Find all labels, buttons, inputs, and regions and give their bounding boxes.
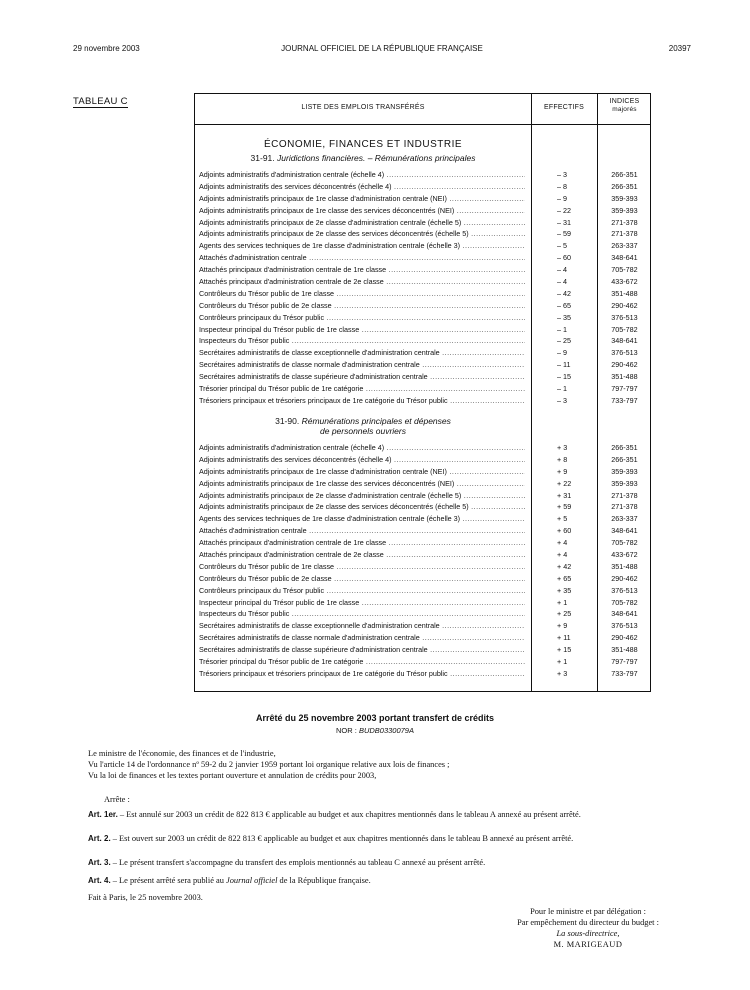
job-title-cell: Attachés principaux d'administration centrale de 1re classe ..... (199, 537, 525, 549)
effectif-cell: – 59 (557, 229, 571, 239)
job-title-cell: Secrétaires administratifs de classe exceptionnelle d'administration centrale ..... (199, 620, 525, 632)
effectif-cell: – 31 (557, 217, 571, 227)
job-title-cell: Adjoints administratifs des services déconcentrés (échelle 4) ..... (199, 454, 525, 466)
indice-cell: 290-462 (611, 573, 638, 583)
table-row (195, 193, 652, 205)
nor-reference (0, 726, 750, 735)
indice-cell: 271-378 (611, 502, 638, 512)
job-title-cell: Inspecteur principal du Trésor public de 1re classe ..... (199, 324, 525, 336)
table-row (195, 585, 652, 597)
table-row (195, 264, 652, 276)
table-row (195, 324, 652, 336)
job-title-cell: Adjoints administratifs principaux de 1re classe d'administration centrale (NEI) ..... (199, 193, 525, 205)
indice-cell: 263-337 (611, 241, 638, 251)
table-row (195, 359, 652, 371)
effectif-cell: – 4 (557, 265, 567, 275)
job-title-cell: Agents des services techniques de 1re classe d'administration centrale (échelle 3) ..... (199, 240, 525, 252)
effectif-cell: – 65 (557, 300, 571, 310)
article-1 (88, 810, 693, 820)
indice-cell: 351-488 (611, 645, 638, 655)
indice-cell: 797-797 (611, 384, 638, 394)
table-row (195, 537, 652, 549)
job-title-cell: Secrétaires administratifs de classe supérieure d'administration centrale ..... (199, 371, 525, 383)
effectif-cell: + 8 (557, 454, 568, 464)
table-row (195, 608, 652, 620)
job-title-cell: Contrôleurs du Trésor public de 2e classe ..... (199, 573, 525, 585)
article-number: Art. 3. (88, 858, 111, 867)
article-2 (88, 834, 693, 844)
header-divider (195, 124, 650, 125)
indice-cell: 290-462 (611, 300, 638, 310)
table-row (195, 573, 652, 585)
indice-cell: 348-641 (611, 253, 638, 263)
chapter-label: Rémunérations principales et dépenses (301, 416, 451, 426)
table-row (195, 205, 652, 217)
effectif-cell: + 5 (557, 514, 568, 524)
job-title-cell: Adjoints administratifs des services déconcentrés (échelle 4) ..... (199, 181, 525, 193)
job-title-cell: Contrôleurs du Trésor public de 2e classe ..... (199, 300, 525, 312)
indice-cell: 271-378 (611, 217, 638, 227)
table-row (195, 466, 652, 478)
table-row (195, 478, 652, 490)
effectif-cell: – 5 (557, 241, 567, 251)
indice-cell: 348-641 (611, 526, 638, 536)
chapter-rows (195, 169, 652, 407)
article-3 (88, 858, 693, 868)
effectif-cell: + 1 (557, 597, 568, 607)
job-title-cell: Attachés d'administration centrale ..... (199, 525, 525, 537)
indice-cell: 271-378 (611, 490, 638, 500)
header-date: 29 novembre 2003 (73, 44, 140, 53)
running-head (73, 44, 691, 56)
job-title-cell: Adjoints administratifs principaux de 2e classe des services déconcentrés (échelle 5) ..... (199, 228, 525, 240)
table-row (195, 288, 652, 300)
date-place: Fait à Paris, le 25 novembre 2003. (88, 893, 203, 902)
effectif-cell: – 35 (557, 312, 571, 322)
table-row (195, 276, 652, 288)
effectif-cell: + 65 (557, 573, 572, 583)
indice-cell: 797-797 (611, 657, 638, 667)
section-title: ÉCONOMIE, FINANCES ET INDUSTRIE (263, 139, 463, 150)
table-row (195, 513, 652, 525)
job-title-cell: Agents des services techniques de 1re classe d'administration centrale (échelle 3) ..... (199, 513, 525, 525)
effectif-cell: + 25 (557, 609, 572, 619)
job-title-cell: Contrôleurs principaux du Trésor public ..... (199, 585, 525, 597)
job-title-cell: Inspecteurs du Trésor public ..... (199, 608, 525, 620)
effectif-cell: + 35 (557, 585, 572, 595)
effectif-cell: – 1 (557, 324, 567, 334)
table-row (195, 656, 652, 668)
article-number: Art. 2. (88, 834, 111, 843)
effectif-cell: – 9 (557, 348, 567, 358)
job-title-cell: Contrôleurs principaux du Trésor public ..... (199, 312, 525, 324)
article-4 (88, 876, 693, 886)
job-title-cell: Contrôleurs du Trésor public de 1re classe ..... (199, 288, 525, 300)
transfer-table (194, 93, 651, 692)
article-text: de la République française. (277, 876, 371, 885)
effectif-cell: + 11 (557, 633, 571, 643)
journal-title: JOURNAL OFFICIEL DE LA RÉPUBLIQUE FRANÇAISE (281, 44, 483, 53)
indice-cell: 351-488 (611, 372, 638, 382)
job-title-cell: Adjoints administratifs principaux de 1re classe d'administration centrale (NEI) ..... (199, 466, 525, 478)
table-row (195, 312, 652, 324)
effectif-cell: + 3 (557, 668, 568, 678)
effectif-cell: + 9 (557, 621, 568, 631)
nor-label: NOR : (336, 726, 357, 735)
table-row (195, 300, 652, 312)
job-title-cell: Inspecteurs du Trésor public ..... (199, 335, 525, 347)
article-text: – Le présent arrêté sera publié au (110, 876, 227, 885)
table-row (195, 597, 652, 609)
journal-name: Journal officiel (226, 876, 278, 885)
indice-cell: 376-513 (611, 585, 638, 595)
signatory-role: La sous-directrice, (556, 929, 620, 938)
job-title-cell: Secrétaires administratifs de classe supérieure d'administration centrale ..... (199, 644, 525, 656)
job-title-cell: Attachés principaux d'administration centrale de 2e classe ..... (199, 549, 525, 561)
indice-cell: 266-351 (611, 181, 638, 191)
indice-cell: 266-351 (611, 443, 638, 452)
table-row (195, 169, 652, 181)
effectif-cell: – 4 (557, 277, 567, 287)
column-header-effectifs: EFFECTIFS (544, 104, 584, 111)
indice-cell: 359-393 (611, 478, 638, 488)
effectif-cell: – 25 (557, 336, 571, 346)
chapter-number: 31-91. (250, 153, 275, 163)
job-title-cell: Adjoints administratifs principaux de 2e classe des services déconcentrés (échelle 5) ..... (199, 501, 525, 513)
job-title-cell: Secrétaires administratifs de classe normale d'administration centrale ..... (199, 632, 525, 644)
indice-cell: 348-641 (611, 609, 638, 619)
effectif-cell: + 15 (557, 645, 572, 655)
indice-cell: 351-488 (611, 561, 638, 571)
job-title-cell: Adjoints administratifs principaux de 2e classe d'administration centrale (échelle 5) ..... (199, 217, 525, 229)
table-row (195, 442, 652, 454)
effectif-cell: + 22 (557, 478, 572, 488)
page-number: 20397 (668, 44, 691, 53)
signature-line: Pour le ministre et par délégation : (530, 907, 646, 916)
indice-cell: 433-672 (611, 277, 638, 287)
job-title-cell: Inspecteur principal du Trésor public de 1re classe ..... (199, 597, 525, 609)
table-row (195, 525, 652, 537)
column-header-indices (597, 98, 652, 114)
indice-cell: 733-797 (611, 668, 638, 678)
indice-cell: 705-782 (611, 597, 638, 607)
indice-cell: 433-672 (611, 550, 638, 560)
nor-code: BUDB0330079A (358, 726, 414, 735)
table-row (195, 228, 652, 240)
arrete-word: Arrête : (104, 795, 130, 804)
job-title-cell: Adjoints administratifs principaux de 2e classe d'administration centrale (échelle 5) ..... (199, 490, 525, 502)
indice-cell: 359-393 (611, 466, 638, 476)
table-row (195, 217, 652, 229)
indice-cell: 266-351 (611, 170, 638, 179)
job-title-cell: Adjoints administratifs principaux de 1re classe des services déconcentrés (NEI) ..... (199, 205, 525, 217)
table-row (195, 490, 652, 502)
effectif-cell: – 8 (557, 181, 567, 191)
indice-cell: 705-782 (611, 265, 638, 275)
job-title-cell: Attachés d'administration centrale ..... (199, 252, 525, 264)
chapter-rows (195, 442, 652, 680)
effectif-cell: + 3 (557, 443, 568, 452)
article-text: – Est ouvert sur 2003 un crédit de 822 813 € applicable au budget et aux chapitres mentionnés dans le tableau B annexé au présent arrêté. (110, 834, 574, 843)
visa-line: Le ministre de l'économie, des finances et de l'industrie, (88, 749, 276, 758)
table-row (195, 632, 652, 644)
table-row (195, 181, 652, 193)
effectif-cell: – 42 (557, 288, 571, 298)
chapter-number: 31-90. (275, 416, 300, 426)
indice-cell: 266-351 (611, 454, 638, 464)
effectif-cell: – 15 (557, 372, 571, 382)
chapter-label: Juridictions financières. – Rémunérations principales (277, 153, 476, 163)
visas (88, 748, 693, 781)
indices-sublabel: majorés (612, 106, 637, 113)
table-row (195, 501, 652, 513)
job-title-cell: Adjoints administratifs principaux de 1re classe des services déconcentrés (NEI) ..... (199, 478, 525, 490)
effectif-cell: – 9 (557, 193, 567, 203)
indices-label: INDICES (609, 98, 640, 105)
job-title-cell: Adjoints administratifs d'administration centrale (échelle 4) ..... (199, 442, 525, 454)
effectif-cell: – 3 (557, 170, 567, 179)
indice-cell: 705-782 (611, 324, 638, 334)
job-title-cell: Trésorier principal du Trésor public de 1re catégorie ..... (199, 656, 525, 668)
signature-line: Par empêchement du directeur du budget : (517, 918, 659, 927)
indice-cell: 348-641 (611, 336, 638, 346)
table-row (195, 383, 652, 395)
indice-cell: 263-337 (611, 514, 638, 524)
table-row (195, 561, 652, 573)
arrete-title: Arrêté du 25 novembre 2003 portant transfert de crédits (255, 713, 495, 723)
effectif-cell: + 59 (557, 502, 572, 512)
chapter-label: de personnels ouvriers (320, 426, 406, 436)
indice-cell: 351-488 (611, 288, 638, 298)
table-row (195, 395, 652, 407)
table-row (195, 347, 652, 359)
job-title-cell: Secrétaires administratifs de classe normale d'administration centrale ..... (199, 359, 525, 371)
table-row (195, 668, 652, 680)
effectif-cell: + 31 (557, 490, 572, 500)
article-number: Art. 4. (88, 876, 111, 885)
indice-cell: 733-797 (611, 395, 638, 405)
chapter-title (195, 416, 531, 436)
job-title-cell: Adjoints administratifs d'administration centrale (échelle 4) ..... (199, 169, 525, 181)
table-row (195, 335, 652, 347)
chapter-title (195, 153, 531, 163)
table-row (195, 644, 652, 656)
table-row (195, 620, 652, 632)
signature-block (488, 906, 688, 950)
indice-cell: 359-393 (611, 205, 638, 215)
signatory-name: M. MARIGEAUD (553, 940, 623, 949)
indice-cell: 359-393 (611, 193, 638, 203)
effectif-cell: – 3 (557, 395, 567, 405)
effectif-cell: + 60 (557, 526, 572, 536)
indice-cell: 376-513 (611, 348, 638, 358)
effectif-cell: + 1 (557, 657, 568, 667)
effectif-cell: + 4 (557, 538, 568, 548)
visa-line: Vu la loi de finances et les textes portant ouverture et annulation de crédits pour 2003, (88, 771, 377, 780)
effectif-cell: – 11 (557, 360, 571, 370)
job-title-cell: Attachés principaux d'administration centrale de 1re classe ..... (199, 264, 525, 276)
table-row (195, 252, 652, 264)
job-title-cell: Contrôleurs du Trésor public de 1re classe ..... (199, 561, 525, 573)
effectif-cell: – 60 (557, 253, 571, 263)
indice-cell: 705-782 (611, 538, 638, 548)
table-row (195, 549, 652, 561)
table-tag: TABLEAU C (73, 96, 128, 107)
table-row (195, 240, 652, 252)
job-title-cell: Secrétaires administratifs de classe exceptionnelle d'administration centrale ..... (199, 347, 525, 359)
article-text: – Le présent transfert s'accompagne du transfert des emplois mentionnés au tableau C annexé au présent arrêté. (110, 858, 486, 867)
effectif-cell: + 4 (557, 550, 568, 560)
table-row (195, 454, 652, 466)
article-number: Art. 1er. (88, 810, 118, 819)
column-header-emplois: LISTE DES EMPLOIS TRANSFÉRÉS (301, 104, 425, 111)
indice-cell: 376-513 (611, 312, 638, 322)
indice-cell: 376-513 (611, 621, 638, 631)
indice-cell: 290-462 (611, 360, 638, 370)
job-title-cell: Trésoriers principaux et trésoriers principaux de 1re catégorie du Trésor public ..... (199, 668, 525, 680)
effectif-cell: – 22 (557, 205, 571, 215)
article-text: – Est annulé sur 2003 un crédit de 822 813 € applicable au budget et aux chapitres mentionnés dans le tableau A annexé au présent arrêté. (117, 810, 581, 819)
table-row (195, 371, 652, 383)
job-title-cell: Trésorier principal du Trésor public de 1re catégorie ..... (199, 383, 525, 395)
visa-line: Vu l'article 14 de l'ordonnance nº 59-2 du 2 janvier 1959 portant loi organique relative aux lois de finances ; (88, 760, 450, 769)
indice-cell: 290-462 (611, 633, 638, 643)
effectif-cell: – 1 (557, 384, 567, 394)
job-title-cell: Trésoriers principaux et trésoriers principaux de 1re catégorie du Trésor public ..... (199, 395, 525, 407)
indice-cell: 271-378 (611, 229, 638, 239)
job-title-cell: Attachés principaux d'administration centrale de 2e classe ..... (199, 276, 525, 288)
effectif-cell: + 42 (557, 561, 572, 571)
effectif-cell: + 9 (557, 466, 568, 476)
